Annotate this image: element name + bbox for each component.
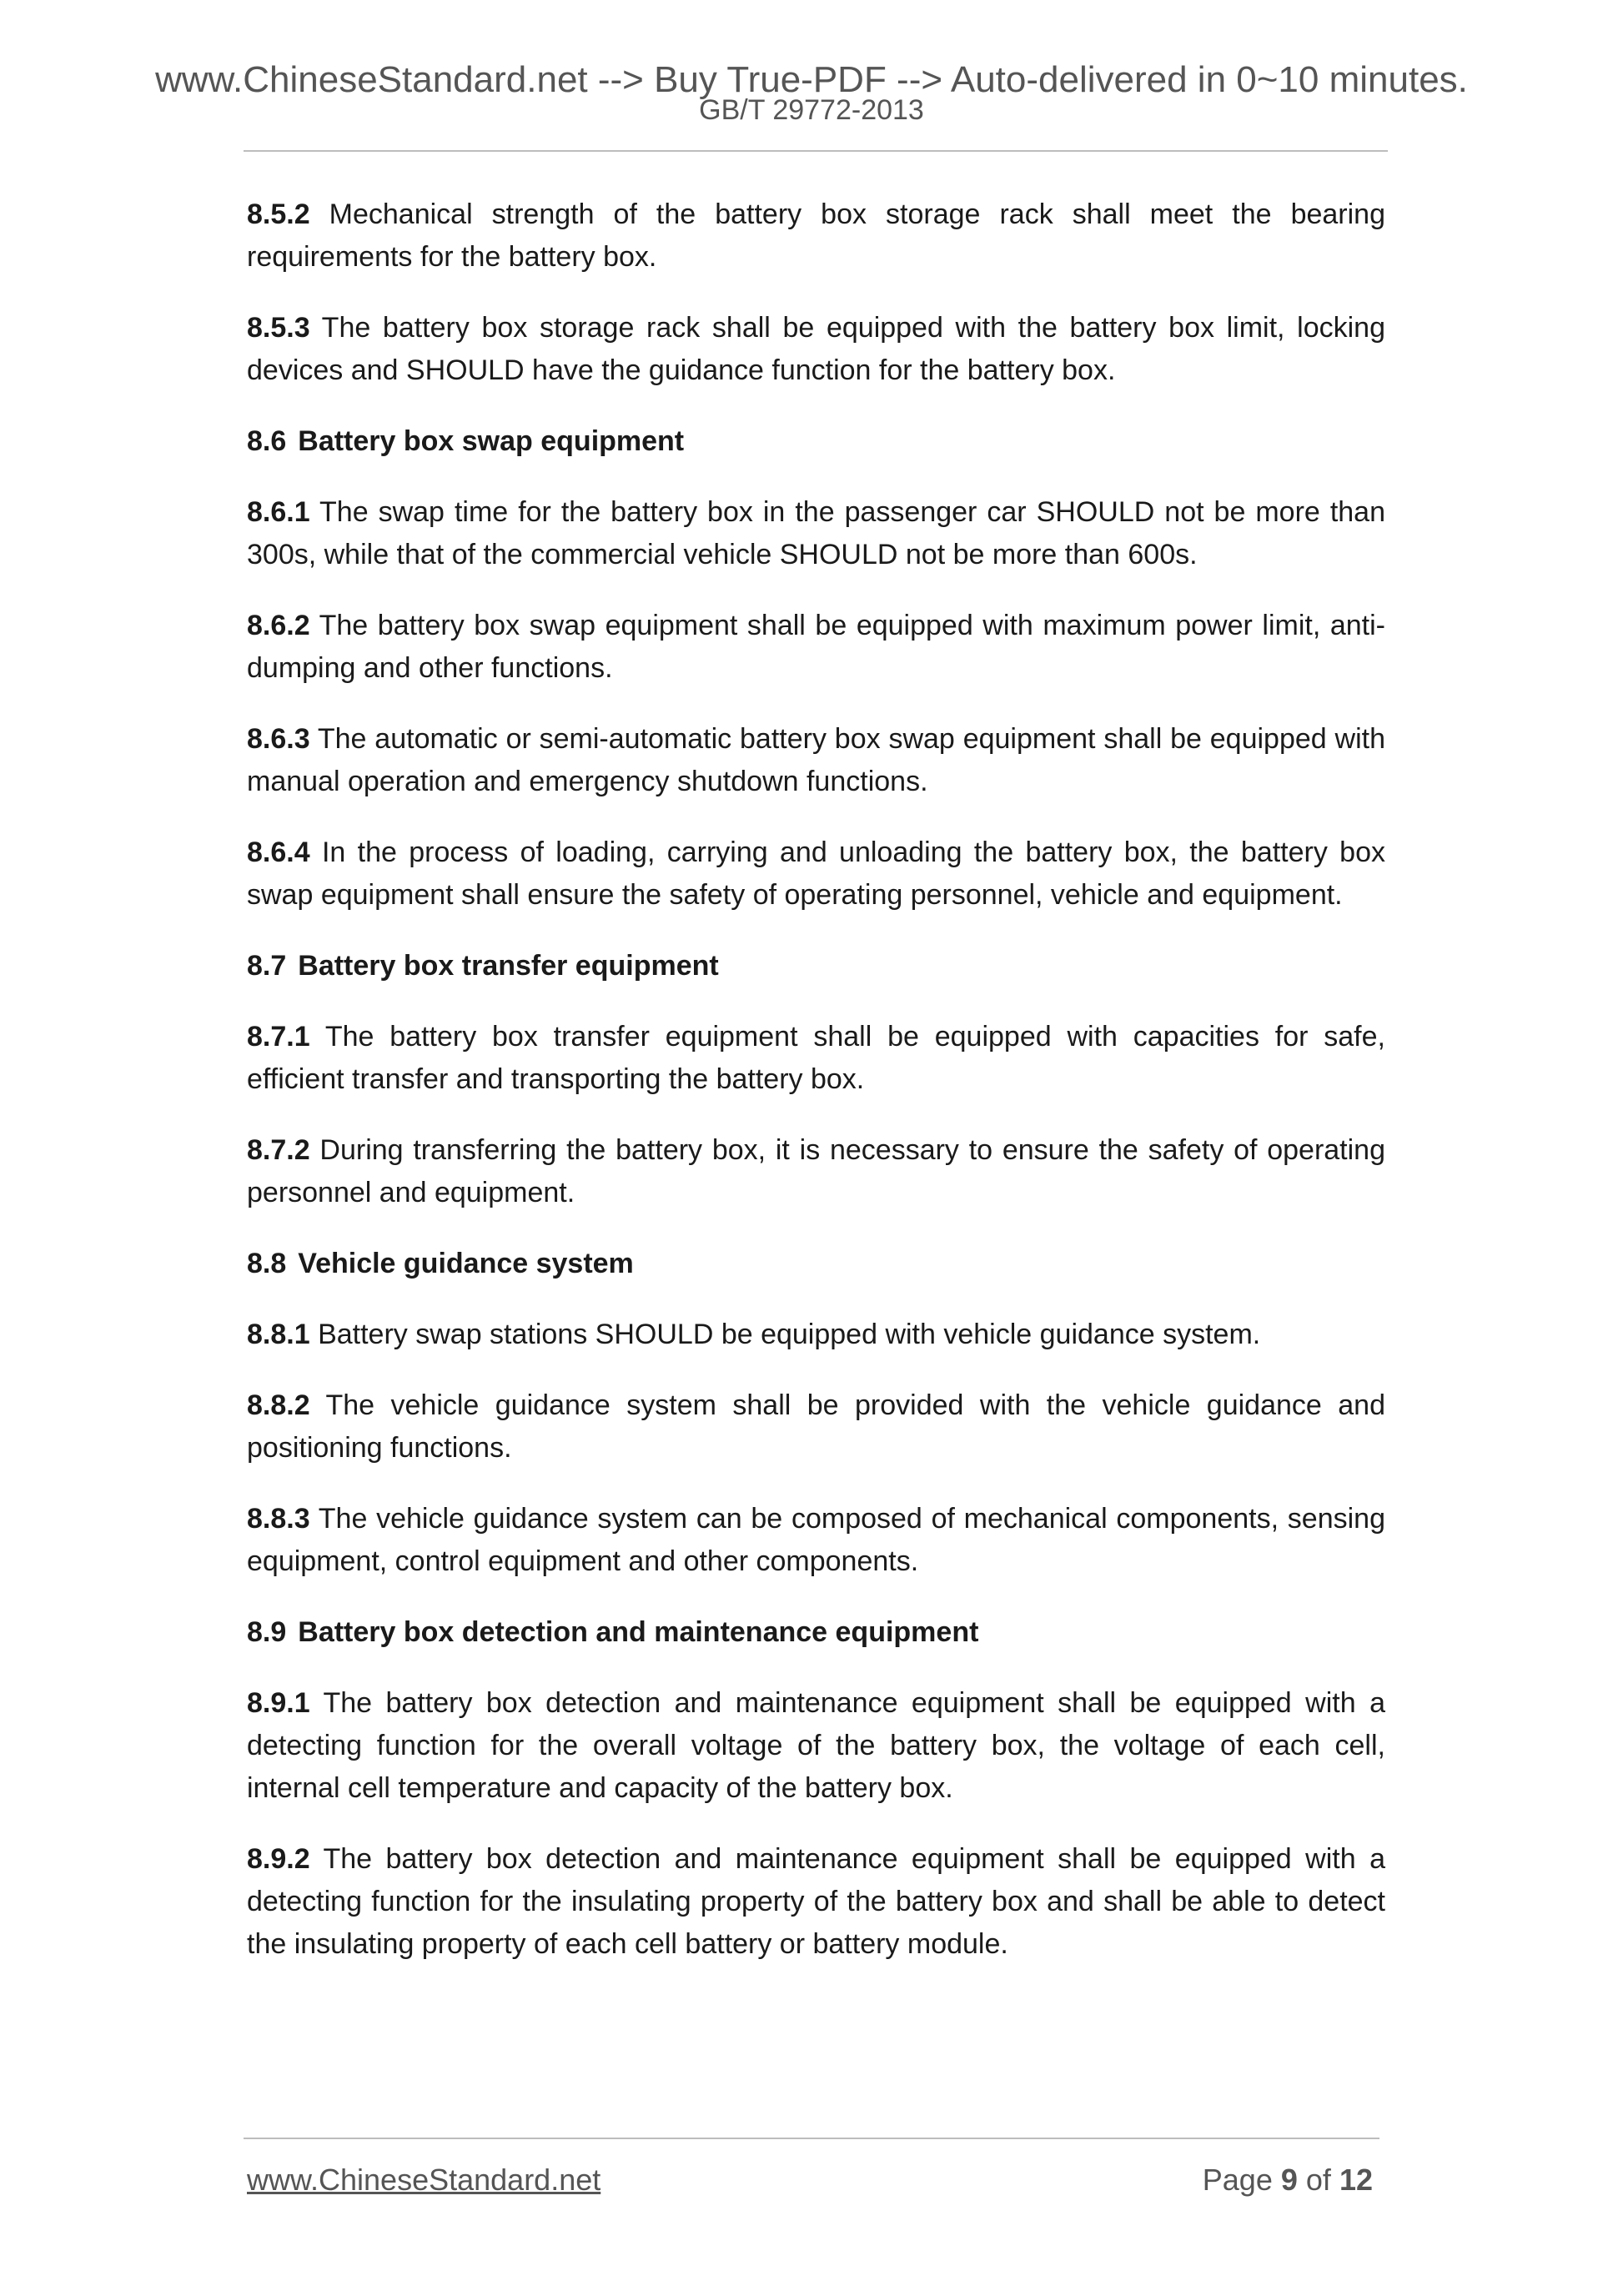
page-of: of bbox=[1305, 2163, 1331, 2197]
heading-number: 8.6 bbox=[247, 425, 287, 457]
heading-number: 8.8 bbox=[247, 1248, 287, 1279]
heading-title: Battery box transfer equipment bbox=[298, 950, 719, 982]
clause-number: 8.8.3 bbox=[247, 1503, 310, 1535]
clause-text: The battery box storage rack shall be equipped with the battery box limit, locking devices and SHOULD have the guidance function for the battery box. bbox=[247, 312, 1385, 386]
clause-number: 8.8.2 bbox=[247, 1389, 310, 1421]
clause-8-8-2 bbox=[247, 1384, 1385, 1470]
clause-text: The vehicle guidance system shall be provided with the vehicle guidance and positioning functions. bbox=[247, 1389, 1385, 1464]
clause-number: 8.8.1 bbox=[247, 1319, 310, 1350]
clause-8-9-2 bbox=[247, 1838, 1385, 1966]
clause-text: The battery box detection and maintenance equipment shall be equipped with a detecting function for the insulating property of the battery box and shall be able to detect the insulating property of each cell battery or battery module. bbox=[247, 1843, 1385, 1960]
clause-text: The battery box transfer equipment shall be equipped with capacities for safe, efficient transfer and transporting the battery box. bbox=[247, 1021, 1385, 1095]
clause-number: 8.9.1 bbox=[247, 1687, 310, 1719]
clause-text: In the process of loading, carrying and unloading the battery box, the battery box swap equipment shall ensure the safety of operating personnel, vehicle and equipment. bbox=[247, 837, 1385, 911]
heading-8-7 bbox=[247, 945, 1385, 987]
clause-number: 8.7.1 bbox=[247, 1021, 310, 1053]
document-code: GB/T 29772-2013 bbox=[699, 94, 924, 126]
clause-8-7-2 bbox=[247, 1129, 1385, 1214]
clause-text: The swap time for the battery box in the passenger car SHOULD not be more than 300s, while that of the commercial vehicle SHOULD not be more than 600s. bbox=[247, 496, 1385, 570]
clause-text: The battery box swap equipment shall be equipped with maximum power limit, anti-dumping and other functions. bbox=[247, 610, 1386, 684]
page-body bbox=[247, 193, 1385, 1994]
heading-number: 8.7 bbox=[247, 950, 287, 982]
page-indicator bbox=[1203, 2162, 1373, 2198]
clause-number: 8.5.3 bbox=[247, 312, 310, 344]
clause-text: Mechanical strength of the battery box storage rack shall meet the bearing requirements for the battery box. bbox=[247, 198, 1385, 273]
clause-number: 8.5.2 bbox=[247, 198, 310, 230]
clause-number: 8.6.3 bbox=[247, 723, 310, 755]
clause-8-6-2 bbox=[247, 605, 1385, 690]
clause-number: 8.6.1 bbox=[247, 496, 310, 528]
page-current: 9 bbox=[1280, 2163, 1298, 2197]
clause-8-6-1 bbox=[247, 491, 1385, 576]
heading-8-6 bbox=[247, 420, 1385, 463]
site-banner[interactable]: www.ChineseStandard.net --> Buy True-PDF --> Auto-delivered in 0~10 minutes. bbox=[155, 59, 1468, 100]
heading-title: Battery box detection and maintenance equipment bbox=[298, 1616, 979, 1648]
clause-8-5-3 bbox=[247, 307, 1385, 392]
clause-8-8-1 bbox=[247, 1314, 1385, 1356]
clause-text: The automatic or semi-automatic battery box swap equipment shall be equipped with manual operation and emergency shutdown functions. bbox=[247, 723, 1385, 797]
heading-8-8 bbox=[247, 1243, 1385, 1285]
clause-number: 8.7.2 bbox=[247, 1134, 310, 1166]
clause-number: 8.9.2 bbox=[247, 1843, 310, 1875]
footer-site-link[interactable]: www.ChineseStandard.net bbox=[247, 2163, 601, 2197]
clause-8-8-3 bbox=[247, 1498, 1385, 1583]
header-divider bbox=[244, 150, 1388, 152]
clause-text: The battery box detection and maintenance equipment shall be equipped with a detecting function for the overall voltage of the battery box, the voltage of each cell, internal cell temperature and capacity of the battery box. bbox=[247, 1687, 1385, 1804]
clause-8-9-1 bbox=[247, 1682, 1385, 1810]
clause-8-5-2 bbox=[247, 193, 1385, 279]
page-total: 12 bbox=[1339, 2163, 1373, 2197]
page-prefix: Page bbox=[1202, 2163, 1273, 2197]
heading-title: Battery box swap equipment bbox=[298, 425, 685, 457]
clause-text: The vehicle guidance system can be composed of mechanical components, sensing equipment, control equipment and other components. bbox=[247, 1503, 1385, 1577]
clause-text: During transferring the battery box, it is necessary to ensure the safety of operating personnel and equipment. bbox=[247, 1134, 1385, 1208]
clause-8-6-3 bbox=[247, 718, 1385, 803]
clause-text: Battery swap stations SHOULD be equipped with vehicle guidance system. bbox=[318, 1319, 1261, 1350]
heading-8-9 bbox=[247, 1611, 1385, 1654]
clause-8-7-1 bbox=[247, 1016, 1385, 1101]
footer-divider bbox=[244, 2138, 1379, 2139]
clause-8-6-4 bbox=[247, 831, 1385, 917]
clause-number: 8.6.4 bbox=[247, 837, 310, 868]
clause-number: 8.6.2 bbox=[247, 610, 310, 641]
heading-number: 8.9 bbox=[247, 1616, 287, 1648]
heading-title: Vehicle guidance system bbox=[298, 1248, 634, 1279]
